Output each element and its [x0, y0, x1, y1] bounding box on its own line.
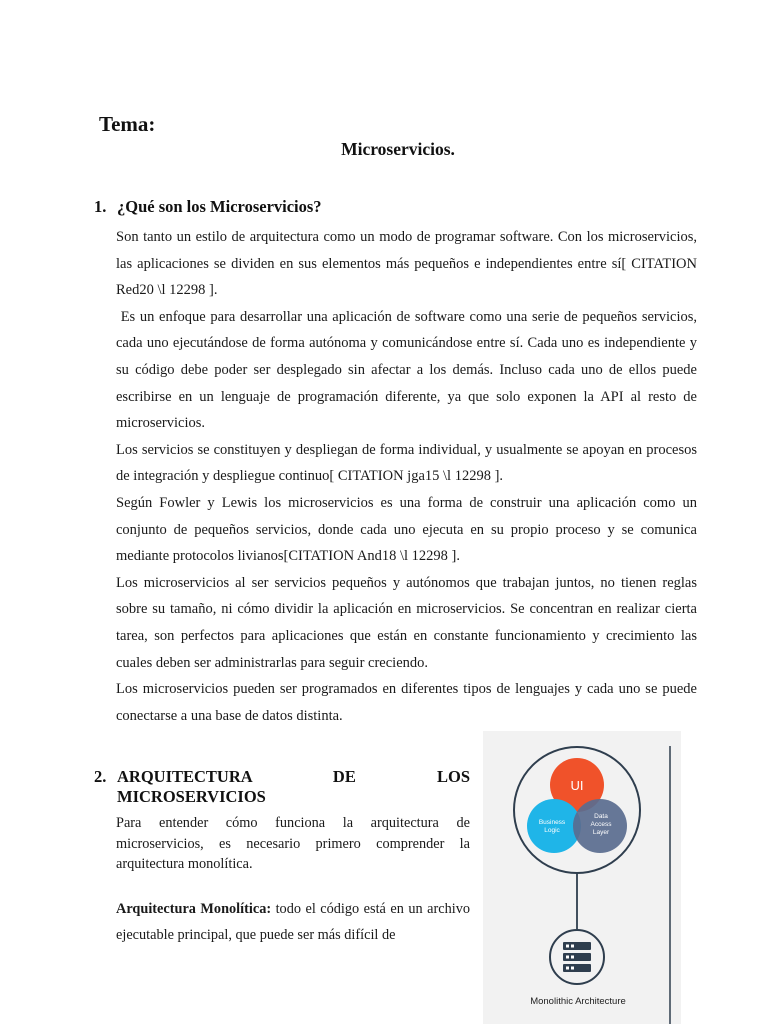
document-title: Microservicios. [341, 139, 455, 159]
section-1-paragraph: Son tanto un estilo de arquitectura como un modo de programar software. Con los microservicios, las aplicaciones se dividen en sus elementos más pequeños e independientes entre sí[ CITATION Red20 \l 12298 ]. [116, 229, 697, 299]
section-1-paragraph: Los servicios se constituyen y despliegan de forma individual, y usualmente se apoyan en procesos de integración y despliegue continuo[ CITATION jga15 \l 12298 ]. [116, 441, 697, 485]
section-2-body [116, 813, 474, 948]
server-icon [563, 942, 591, 972]
section-1-paragraph: Según Fowler y Lewis los microservicios es una forma de construir una aplicación como un conjunto de pequeños servicios, donde cada uno ejecuta en su propio proceso y se comunica mediante protocolos livianos[CITATION And18 \l 12298 ]. [116, 494, 697, 565]
monolithic-term: Arquitectura Monolítica: [116, 900, 272, 917]
ui-label: UI [570, 778, 584, 793]
section-1-paragraph: Los microservicios pueden ser programados en diferentes tipos de lenguajes y cada uno se puede conectarse a una base de datos distinta. [116, 681, 697, 724]
data-label-line-1: Data [594, 813, 608, 820]
section-1-paragraph: Es un enfoque para desarrollar una aplicación de software como una serie de pequeños servicios, cada uno ejecutándose de forma autónoma y comunicándose entre sí. Cada uno es independiente y su código debe poder ser desplegado sin afectar a los demás. Incluso cada uno de ellos puede escribirse en un lenguaje de programación diferente, ya que solo exponen la API al resto de microservicios. [116, 308, 701, 432]
business-label-line-1: Business [538, 819, 566, 826]
section-2-heading-line-1: ARQUITECTURA DE LOS [117, 767, 470, 786]
section-2-number: 2. [94, 767, 107, 786]
section-2-paragraph: Para entender cómo funciona la arquitectura de microservicios, es necesario primero comprender la arquitectura monolítica. [116, 815, 470, 872]
data-label-line-2: Access [590, 821, 612, 828]
section-1-number: 1. [94, 197, 107, 216]
monolithic-definition: todo el código está en un archivo ejecutable principal, que puede ser más difícil de [116, 900, 474, 943]
data-label-line-3: Layer [592, 829, 610, 836]
figure-caption: Monolithic Architecture [530, 996, 626, 1007]
business-logic-circle [527, 799, 581, 853]
section-1-paragraph: Los microservicios al ser servicios pequeños y autónomos que trabajan juntos, no tienen reglas sobre su tamaño, ni cómo dividir la aplicación en microservicios. Se concentran en realizar cierta tarea, son perfectos para aplicaciones que están en constante funcionamiento y crecimiento las cuales deben ser administrarlas para seguir creciendo. [116, 574, 697, 671]
tema-label: Tema: [99, 112, 156, 136]
monolithic-architecture-figure [483, 731, 681, 1024]
section-1-body [116, 224, 701, 729]
business-label-line-2: Logic [544, 827, 560, 834]
section-2-heading [117, 767, 470, 807]
section-2-heading-line-2: MICROSERVICIOS [117, 787, 266, 806]
section-2-paragraph [116, 896, 474, 948]
section-1-heading: ¿Qué son los Microservicios? [117, 197, 322, 216]
monolithic-diagram [483, 731, 681, 1024]
